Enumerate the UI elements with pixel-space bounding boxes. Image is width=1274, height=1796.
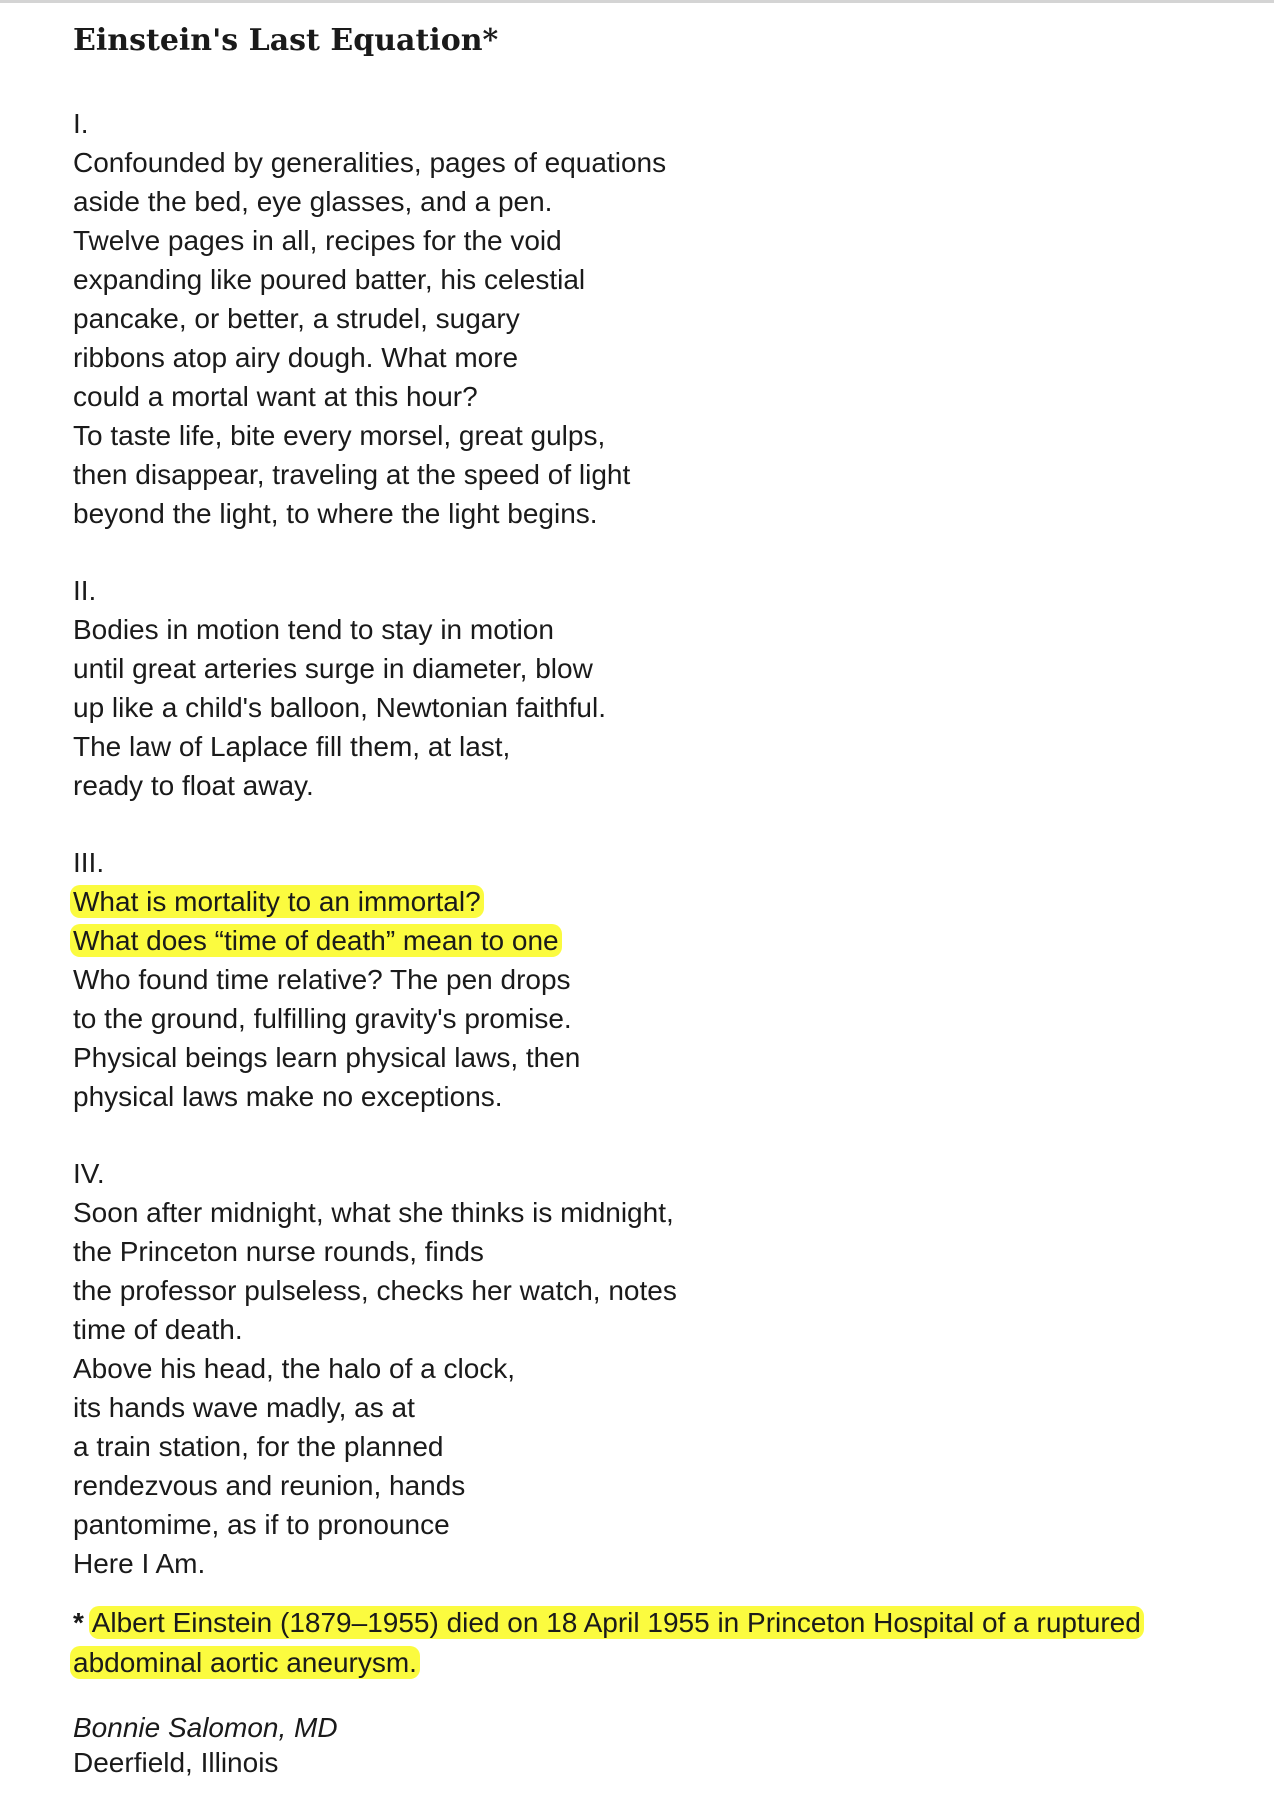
poem-line: Confounded by generalities, pages of equations [73,147,667,178]
poem-line: Twelve pages in all, recipes for the void [73,225,562,256]
poem-line: up like a child's balloon, Newtonian faithful. [73,692,606,723]
highlight-mark: Albert Einstein (1879–1955) died on 18 April 1955 in Princeton Hospital of a ruptured [89,1606,1144,1639]
footnote-marker: * [73,1607,84,1638]
stanza-1 [73,104,677,533]
poem-line: Soon after midnight, what she thinks is midnight, [73,1197,674,1228]
highlight-mark: abdominal aortic aneurysm. [70,1646,420,1679]
poem-page [73,3,1253,1793]
poem-body [73,104,677,1621]
poem-line: ready to float away. [73,770,314,801]
poem-line: rendezvous and reunion, hands [73,1470,466,1501]
poem-title: Einstein's Last Equation* [73,23,499,58]
poem-line: Bodies in motion tend to stay in motion [73,614,554,645]
highlight-mark: What is mortality to an immortal? [70,885,484,918]
poem-line: time of death. [73,1314,243,1345]
poem-line: its hands wave madly, as at [73,1392,415,1423]
stanza-4 [73,1154,677,1583]
poem-line: aside the bed, eye glasses, and a pen. [73,186,553,217]
poem-line: expanding like poured batter, his celestial [73,264,586,295]
poem-line: Above his head, the halo of a clock, [73,1353,516,1384]
poem-line: could a mortal want at this hour? [73,381,478,412]
author-name: Bonnie Salomon, MD [73,1712,338,1743]
stanza-numeral: I. [73,108,89,139]
poem-line: To taste life, bite every morsel, great gulps, [73,420,606,451]
highlight-mark: What does “time of death” mean to one [70,924,562,957]
poem-line: physical laws make no exceptions. [73,1081,503,1112]
stanza-numeral: IV. [73,1158,105,1189]
stanza-numeral: III. [73,847,105,878]
author-location: Deerfield, Illinois [73,1747,279,1778]
poem-line-highlighted [73,882,677,921]
poem-line: Who found time relative? The pen drops [73,964,571,995]
poem-line: pancake, or better, a strudel, sugary [73,303,520,334]
poem-line: the Princeton nurse rounds, finds [73,1236,484,1267]
poem-line: then disappear, traveling at the speed of light [73,459,631,490]
poem-line: a train station, for the planned [73,1431,444,1462]
poem-line: beyond the light, to where the light begins. [73,498,598,529]
poem-line: ribbons atop airy dough. What more [73,342,519,373]
poem-line: The law of Laplace fill them, at last, [73,731,511,762]
stanza-numeral: II. [73,575,97,606]
poem-line: the professor pulseless, checks her watch, notes [73,1275,677,1306]
stanza-2 [73,571,677,805]
poem-line: pantomime, as if to pronounce [73,1509,450,1540]
footnote-line [73,1643,1144,1683]
signature [73,1710,338,1780]
poem-line: Here I Am. [73,1548,206,1579]
poem-line: until great arteries surge in diameter, blow [73,653,593,684]
footnote [73,1603,1144,1683]
poem-line-highlighted [73,921,677,960]
poem-line: Physical beings learn physical laws, then [73,1042,581,1073]
stanza-3 [73,843,677,1116]
footnote-line [73,1603,1144,1643]
poem-line: to the ground, fulfilling gravity's promise. [73,1003,572,1034]
